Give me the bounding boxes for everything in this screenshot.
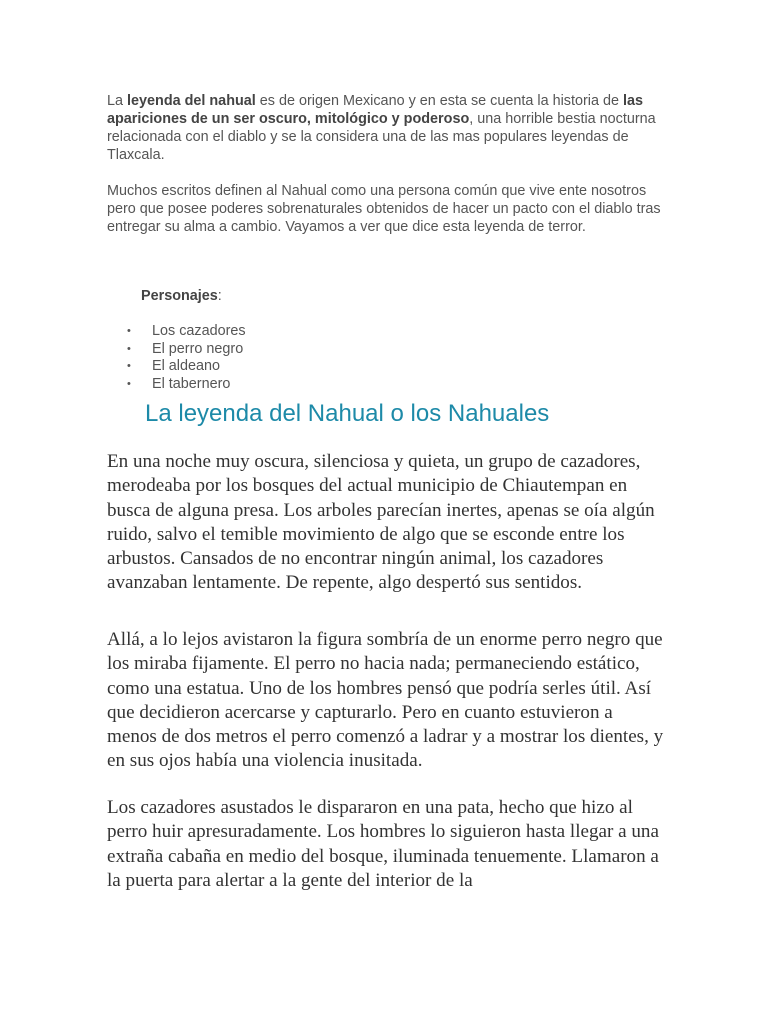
personajes-heading [141, 287, 222, 305]
intro-paragraph-2: Muchos escritos definen al Nahual como una persona común que vive ente nosotros pero que posee poderes sobrenaturales obtenidos de hacer un pacto con el diablo tras entregar su alma a cambio. Vayamos a ver que dice esta leyenda de terror. [107, 183, 661, 235]
bullet-icon: • [127, 377, 131, 390]
story-paragraph-2: Allá, a lo lejos avistaron la figura sombría de un enorme perro negro que los miraba fijamente. El perro no hacia nada; permaneciendo estático, como una estatua. Uno de los hombres pensó que podría serles útil. Así que decidieron acercarse y capturarlo. Pero en cuanto estuvieron a menos de dos metros el perro comenzó a ladrar y a mostrar los dientes, y en sus ojos había una violencia inusitada. [107, 629, 664, 772]
bullet-icon: • [127, 342, 131, 355]
intro-text-2: es de origen Mexicano y en esta se cuenta la historia de [255, 93, 623, 109]
bullet-icon: • [127, 360, 131, 372]
character-label: El tabernero [152, 375, 231, 392]
personajes-label: Personajes [141, 288, 218, 304]
intro-text-3: , una horrible bestia nocturna relacionada con el diablo y se la considera una de las mas populares leyendas de Tlaxcala. [107, 111, 656, 163]
bullet-icon: • [127, 325, 131, 337]
character-label: El perro negro [152, 340, 244, 357]
story-paragraph-3: Los cazadores asustados le dispararon en una pata, hecho que hizo al perro huir apresuradamente. Los hombres lo siguieron hasta llegar a una extraña cabaña en medio del bosque, iluminada tenuemente. Llamaron a la puerta para alertar a la gente del interior de la [107, 797, 659, 891]
characters-list [127, 323, 246, 393]
personajes-colon: : [217, 288, 222, 304]
list-item [127, 358, 246, 376]
intro-text-1: La [107, 93, 128, 109]
character-label: El aldeano [152, 358, 221, 374]
character-label: Los cazadores [152, 323, 246, 339]
intro-paragraph-1 [107, 92, 667, 164]
story-title: La leyenda del Nahual o los Nahuales [145, 400, 550, 427]
intro-bold-leyenda: leyenda del nahual [127, 93, 256, 109]
list-item [127, 376, 246, 394]
story-paragraph-1: En una noche muy oscura, silenciosa y quieta, un grupo de cazadores, merodeaba por los bosques del actual municipio de Chiautempan en busca de alguna presa. Los arboles parecían inertes, apenas se oía algún ruido, salvo el temible movimiento de algo que se esconde entre los arbustos. Cansados de no encontrar ningún animal, los cazadores avanzaban lentamente. De repente, algo despertó sus sentidos. [107, 451, 655, 594]
list-item [127, 341, 246, 359]
list-item [127, 323, 246, 341]
intro-bold-apariciones: las apariciones de un ser oscuro, mitológico y poderoso [107, 93, 643, 127]
